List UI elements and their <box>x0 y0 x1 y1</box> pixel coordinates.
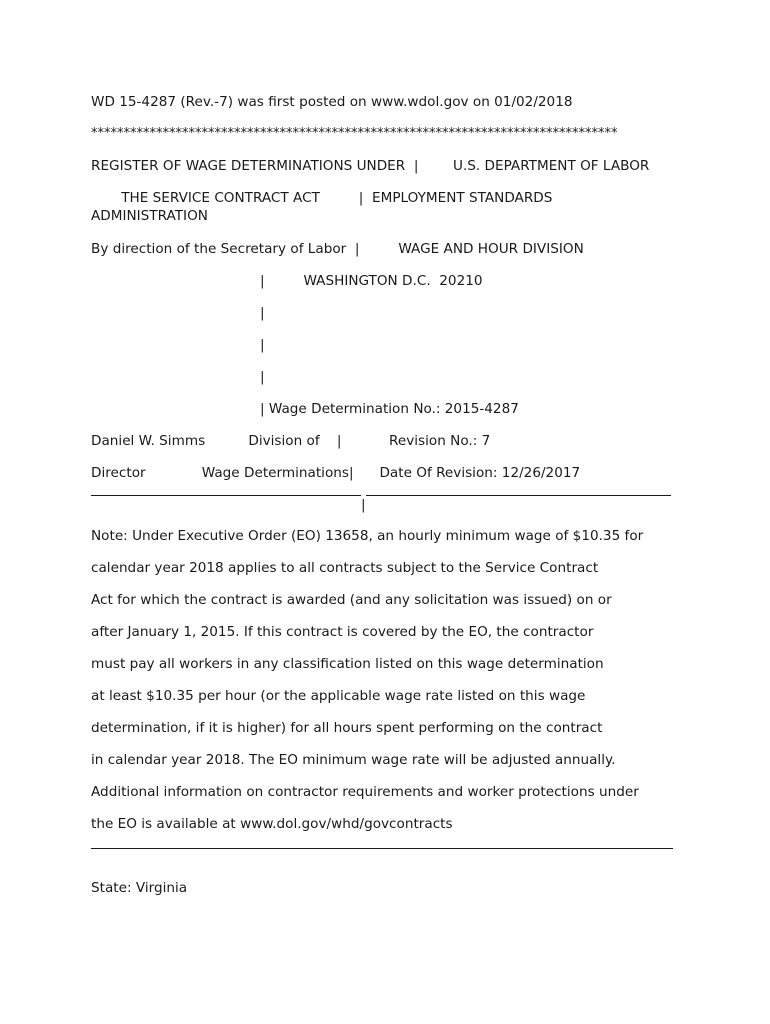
note-line: Act for which the contract is awarded (and any solicitation was issued) on or <box>91 592 612 608</box>
note-line: in calendar year 2018. The EO minimum wage rate will be adjusted annually. <box>91 752 616 768</box>
note-line: Note: Under Executive Order (EO) 13658, an hourly minimum wage of $10.35 for <box>91 528 644 544</box>
register-line-1: REGISTER OF WAGE DETERMINATIONS UNDER | U.S. DEPARTMENT OF LABOR <box>91 158 650 174</box>
state-label: State: Virginia <box>91 880 188 896</box>
register-line-6: | <box>260 337 265 353</box>
separator-rule-left <box>91 495 361 496</box>
register-line-5: | <box>260 305 265 321</box>
note-line: after January 1, 2015. If this contract is covered by the EO, the contractor <box>91 624 594 640</box>
note-line: calendar year 2018 applies to all contracts subject to the Service Contract <box>91 560 599 576</box>
note-line: Additional information on contractor requirements and worker protections under <box>91 784 639 800</box>
signer-title-line: Director Wage Determinations| Date Of Revision: 12/26/2017 <box>91 465 581 481</box>
note-separator-rule <box>91 848 673 849</box>
posted-line: WD 15-4287 (Rev.-7) was first posted on www.wdol.gov on 01/02/2018 <box>91 94 573 110</box>
separator-rule-right <box>366 495 671 496</box>
note-line: determination, if it is higher) for all hours spent performing on the contract <box>91 720 603 736</box>
asterisk-separator: ********************************************************************************* <box>91 127 618 141</box>
signer-name-line: Daniel W. Simms Division of | Revision No.: 7 <box>91 433 491 449</box>
wage-determination-number: | Wage Determination No.: 2015-4287 <box>260 401 519 417</box>
register-line-7: | <box>260 369 265 385</box>
note-line: at least $10.35 per hour (or the applicable wage rate listed on this wage <box>91 688 586 704</box>
register-line-2b: ADMINISTRATION <box>91 208 208 224</box>
register-line-4: | WASHINGTON D.C. 20210 <box>260 273 483 289</box>
note-line: must pay all workers in any classification listed on this wage determination <box>91 656 604 672</box>
separator-pipe: | <box>361 497 366 513</box>
register-line-3: By direction of the Secretary of Labor | WAGE AND HOUR DIVISION <box>91 241 584 257</box>
note-line: the EO is available at www.dol.gov/whd/govcontracts <box>91 816 453 832</box>
register-line-2: THE SERVICE CONTRACT ACT | EMPLOYMENT STANDARDS <box>91 190 553 206</box>
